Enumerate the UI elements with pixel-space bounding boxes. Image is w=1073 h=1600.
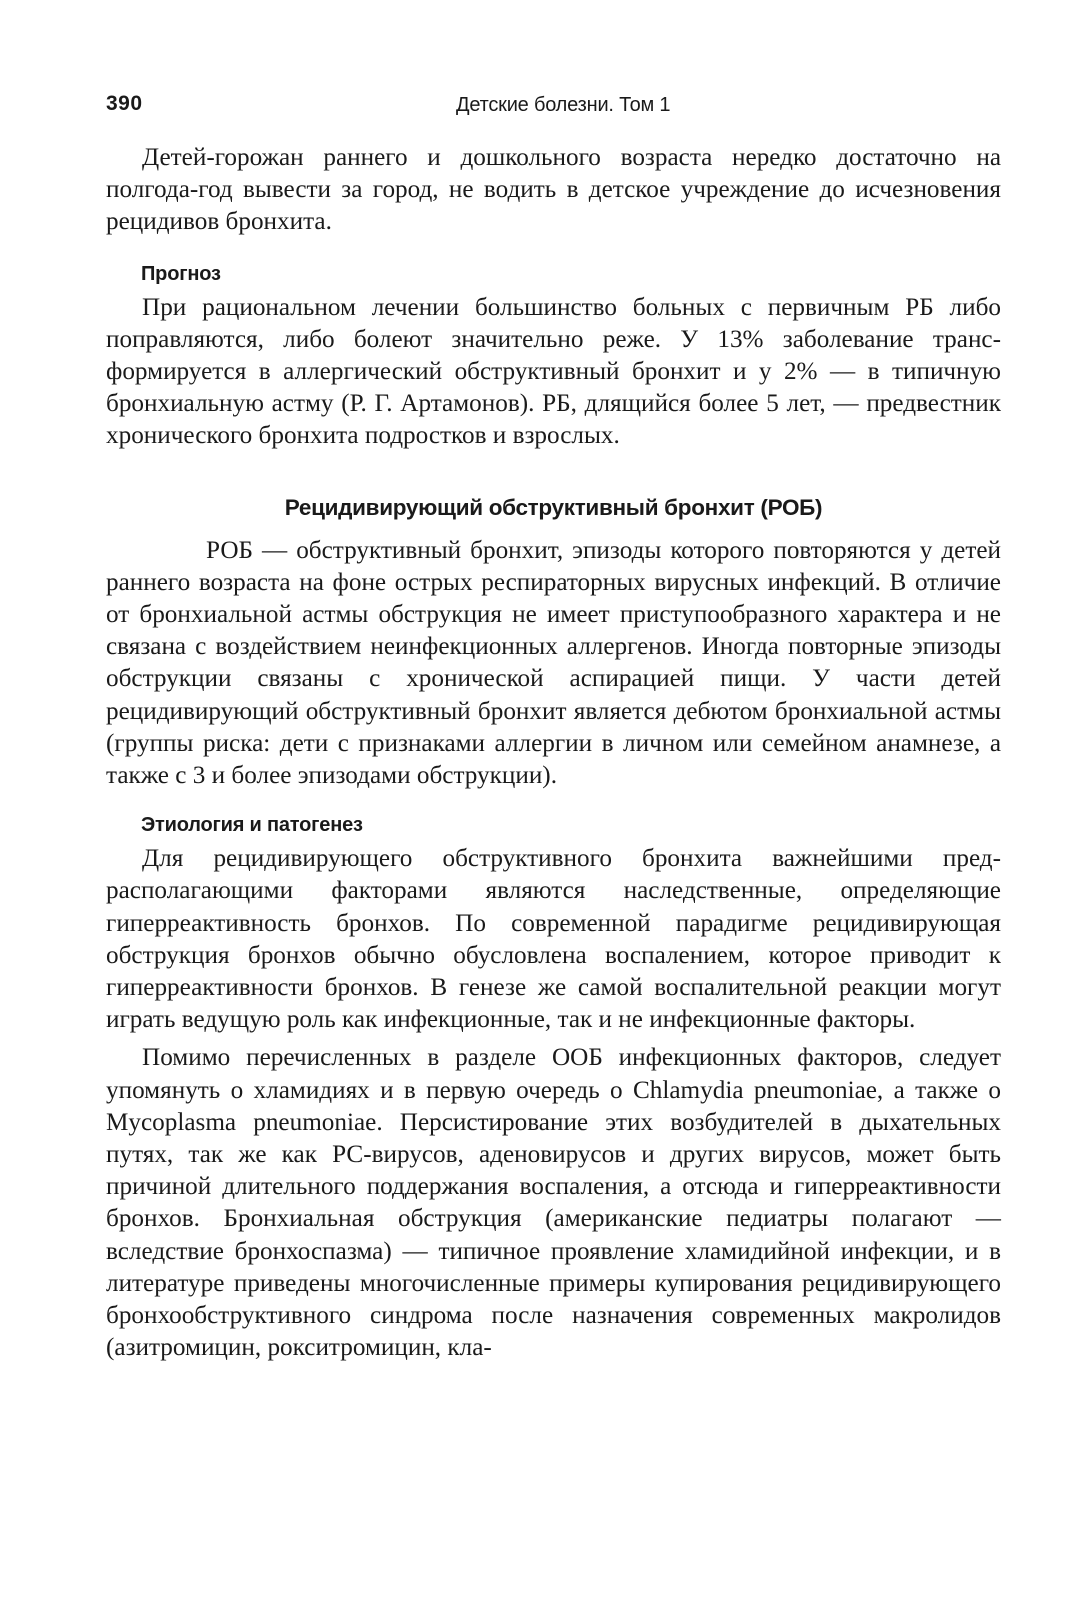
intro-paragraph: Детей-горожан раннего и дошкольного возраста нередко достаточно на полгода-год вывести за город, не водить в детское учреждение до исчезновения рецидивов бронхита. <box>106 144 1001 236</box>
running-head <box>106 88 1001 126</box>
etiology-heading: Этиология и патогенез <box>141 814 363 837</box>
etiology-paragraph-1: Для рецидивирующего обструктивного бронхита важнейшими предрасполагающими факторами являются наследственные, определяющие гиперреактивность бронхов. По современной парадигме рецидивирующая обструкция бронхов обычно обусловлена воспалением, которое приводит к гиперреактивности бронхов. В генезе же самой воспалительной реакции могут играть ведущую роль как инфекционные, так и не инфекционные факторы. <box>106 845 1001 1034</box>
etiology-paragraph-2: Помимо перечисленных в разделе ООБ инфекционных факторов, следует упомянуть о хламидиях и в первую очередь о Chlamydia pneumoniae, а также о Mycoplasma pneumoniae. Персистирование этих возбудителей в дыхательных путях, так же как РС-вирусов, аденовирусов и других вирусов, может быть причиной длительного поддержания воспаления, а отсюда и гиперреактивности бронхов. Бронхиальная обструкция (американские педиатры полагают — вследствие бронхоспазма) — типичное проявление хламидийной инфекции, и в литературе приведены многочисленные примеры купирования рецидивирующего бронхообструктивного синдрома после назначения современных макролидов (азитромицин, рокситромицин, кла- <box>106 1044 1001 1362</box>
running-title: Детские болезни. Том 1 <box>456 94 671 116</box>
prognoz-paragraph: При рациональном лечении большинство больных с первичным РБ либо поправляются, либо болеют значительно реже. У 13% заболевание трансформируется в аллергический обструктивный бронхит и у 2% — в типичную бронхиальную астму (Р. Г. Артамонов). РБ, длящийся более 5 лет, — предвестник хронического бронхита подростков и взрослых. <box>106 293 1001 450</box>
prognoz-heading: Прогноз <box>141 262 221 285</box>
page-number: 390 <box>106 92 143 115</box>
section-heading-rob: Рецидивирующий обструктивный бронхит (РОБ) <box>284 494 823 520</box>
rob-paragraph: РОБ — обструктивный бронхит, эпизоды которого повторяются у детей раннего возраста на фоне острых респираторных вирусных инфекций. В отличие от бронхиальной астмы обструкция не имеет приступообразного характера и не связана с воздействием неинфекционных аллергенов. Иногда повторные эпизоды обструкции связаны с хронической аспирацией пищи. У части детей рецидивирующий обструктивный бронхит является дебютом бронхиальной астмы (группы риска: дети с признаками аллергии в личном или семейном анамнезе, а также с 3 и более эпизодами обструкции). <box>106 536 1001 790</box>
book-page <box>106 88 1001 1365</box>
